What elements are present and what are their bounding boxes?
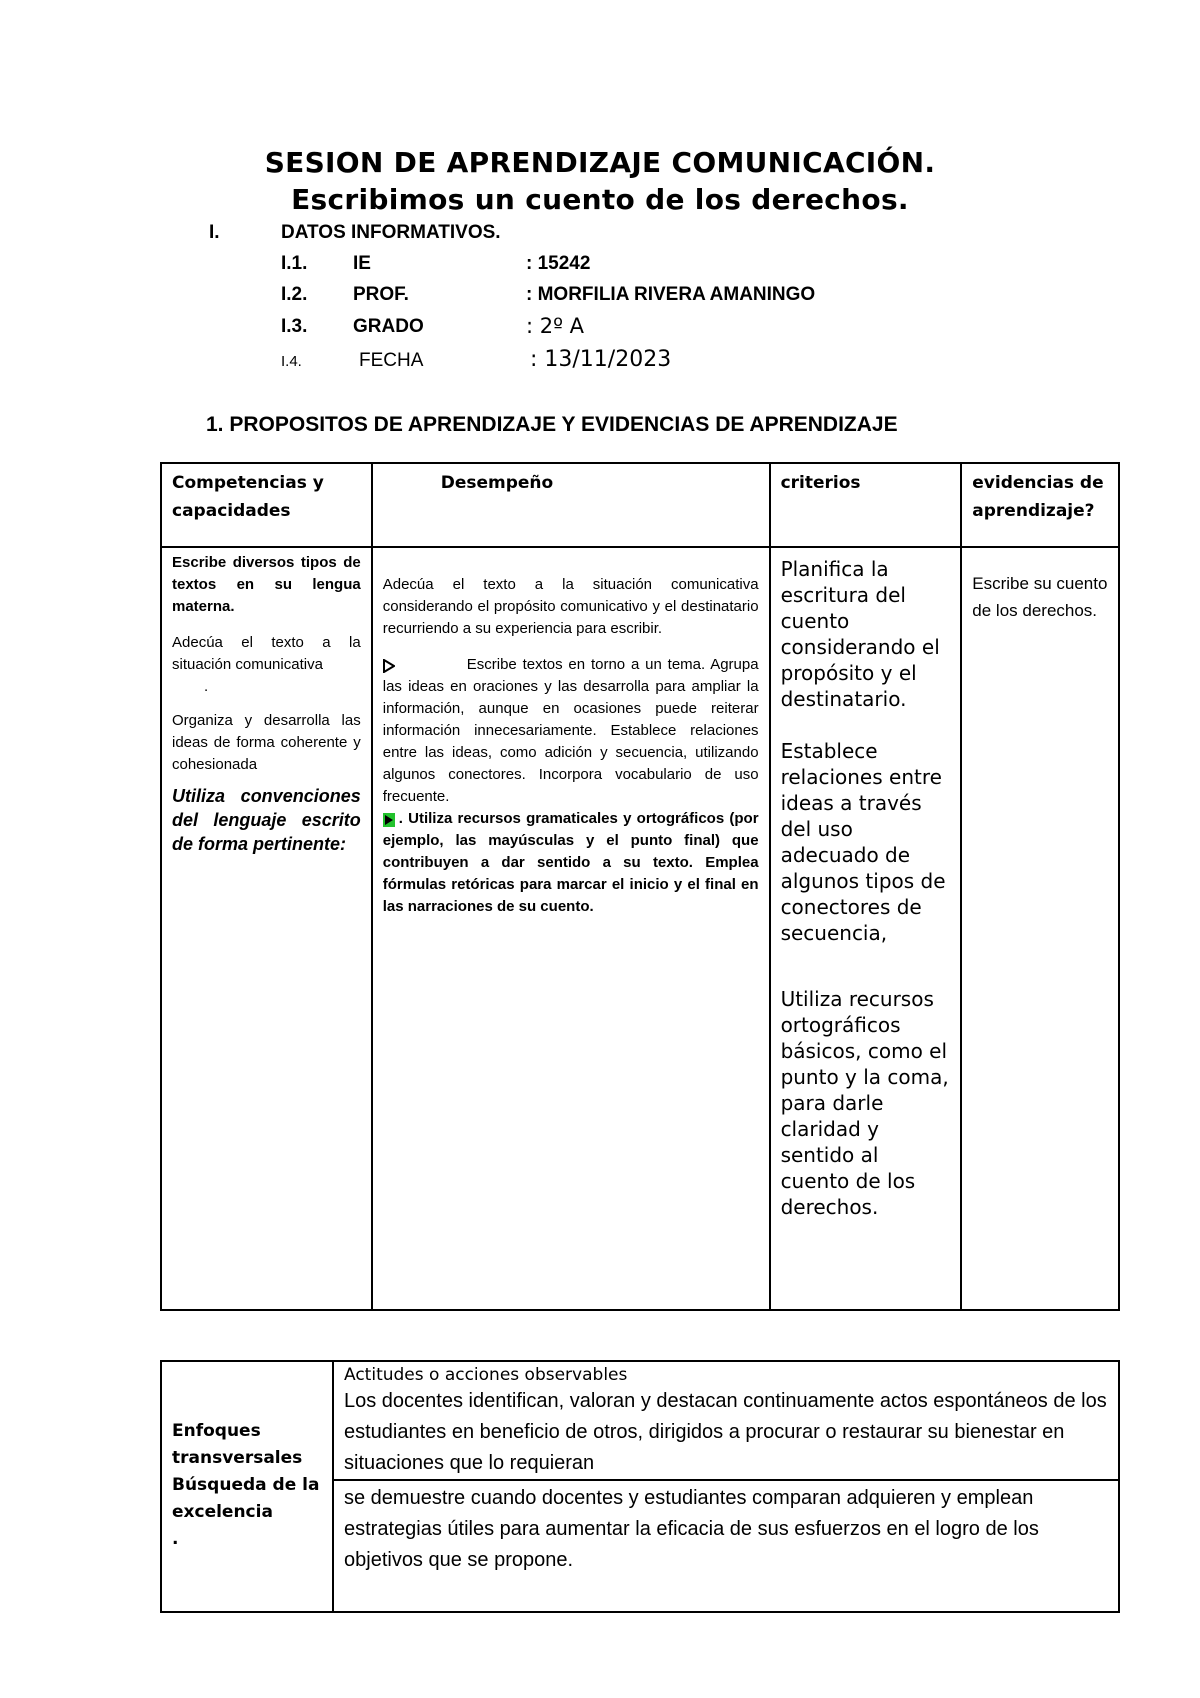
propositos-table	[160, 462, 1120, 1311]
desempeno-text	[383, 654, 759, 808]
green-arrow-bullet-icon	[383, 812, 395, 826]
table-row	[161, 1361, 1119, 1480]
competencias-cell	[161, 547, 372, 1310]
document-subtitle: Escribimos un cuento de los derechos.	[291, 183, 909, 216]
criterio-text: Utiliza recursos ortográficos básicos, como el punto y la coma, para darle claridad y sentido al cuento de los derechos.	[780, 987, 949, 1219]
datos-row-label: PROF.	[353, 284, 409, 305]
capacidad-text: Utiliza convenciones del lenguaje escrito de forma pertinente:	[172, 786, 361, 854]
arrow-bullet-icon	[383, 658, 395, 672]
header-criterios	[770, 463, 962, 547]
datos-row-number: I.1.	[281, 253, 308, 274]
header-desempeno	[372, 463, 770, 547]
datos-row-number: I.3.	[281, 316, 308, 337]
acciones-cell	[333, 1361, 1119, 1480]
capacidad-text: Organiza y desarrolla las ideas de forma coherente y cohesionada	[172, 712, 361, 773]
header-evidencias	[961, 463, 1119, 547]
propositos-heading: 1. PROPOSITOS DE APRENDIZAJE Y EVIDENCIAS DE APRENDIZAJE	[206, 413, 898, 436]
header-desempeno-text: Desempeño	[440, 473, 554, 493]
evidencias-cell	[961, 547, 1119, 1310]
criterio-text: Planifica la escritura del cuento considerando el propósito y el destinatario.	[780, 557, 940, 711]
enfoques-label-cell	[161, 1361, 333, 1612]
datos-row-number: I.4.	[281, 353, 302, 370]
criterios-cell	[770, 547, 962, 1310]
enfoques-label-dot: .	[172, 1529, 179, 1549]
desempeno-text-span: . Utiliza recursos gramaticales y ortográficos (por ejemplo, las mayúsculas y el punto final) que contribuyen a dar sentido a su texto. Emplea fórmulas retóricas para marcar el inicio y el final en las narraciones de su cuento.	[382, 810, 759, 915]
acciones-header: Actitudes o acciones observables	[344, 1365, 628, 1385]
table-header-row	[161, 463, 1119, 547]
desempeno-text: Adecúa el texto a la situación comunicativa considerando el propósito comunicativo y el destinatario recurriendo a su experiencia para escribir.	[382, 576, 759, 637]
criterio-text: Establece relaciones entre ideas a través del uso adecuado de algunos tipos de conectores de secuencia,	[780, 739, 946, 945]
enfoques-table	[160, 1360, 1120, 1613]
header-competencias-text: Competencias y capacidades	[172, 473, 324, 521]
header-evidencias-text: evidencias de aprendizaje?	[972, 473, 1104, 521]
datos-row-label: GRADO	[353, 316, 424, 337]
competencia-text: Escribe diversos tipos de textos en su lengua materna.	[172, 554, 361, 615]
desempeno-cell	[372, 547, 770, 1310]
accion-text: se demuestre cuando docentes y estudiantes comparan adquieren y emplean estrategias útiles para aumentar la eficacia de sus esfuerzos en el logro de los objetivos que se propone.	[344, 1487, 1039, 1571]
datos-row-value: : 13/11/2023	[530, 347, 672, 372]
header-competencias	[161, 463, 372, 547]
capacidad-text: Adecúa el texto a la situación comunicativa	[172, 634, 361, 673]
datos-row-value: : 15242	[526, 253, 591, 274]
datos-section	[0, 0, 1200, 380]
datos-section-label: DATOS INFORMATIVOS.	[281, 222, 501, 243]
header-criterios-text: criterios	[780, 473, 861, 493]
table-row	[161, 547, 1119, 1310]
datos-row-value: : MORFILIA RIVERA AMANINGO	[526, 284, 816, 305]
desempeno-text	[383, 808, 759, 918]
datos-row-number: I.2.	[281, 284, 308, 305]
acciones-cell	[333, 1480, 1119, 1612]
desempeno-text-span: Escribe textos en torno a un tema. Agrupa las ideas en oraciones y las desarrolla para ampliar la información, aunque en ocasiones puede reiterar información innecesariamente. Establece relaciones entre las ideas, como adición y secuencia, utilizando algunos conectores. Incorpora vocabulario de uso frecuente.	[382, 656, 759, 805]
datos-section-number: I.	[209, 222, 220, 243]
enfoques-label: Enfoques transversales Búsqueda de la excelencia	[172, 1421, 320, 1522]
evidencia-text: Escribe su cuento de los derechos.	[972, 574, 1108, 620]
datos-row-label: FECHA	[359, 350, 424, 371]
capacidad-dot: .	[204, 678, 209, 695]
accion-text: Los docentes identifican, valoran y destacan continuamente actos espontáneos de los estudiantes en beneficio de otros, dirigidos a procurar o restaurar su bienestar en situaciones que lo requieran	[344, 1390, 1107, 1474]
datos-row-label: IE	[353, 253, 371, 274]
datos-row-value: : 2º A	[526, 314, 585, 338]
document-title: SESION DE APRENDIZAJE COMUNICACIÓN.	[264, 146, 936, 179]
